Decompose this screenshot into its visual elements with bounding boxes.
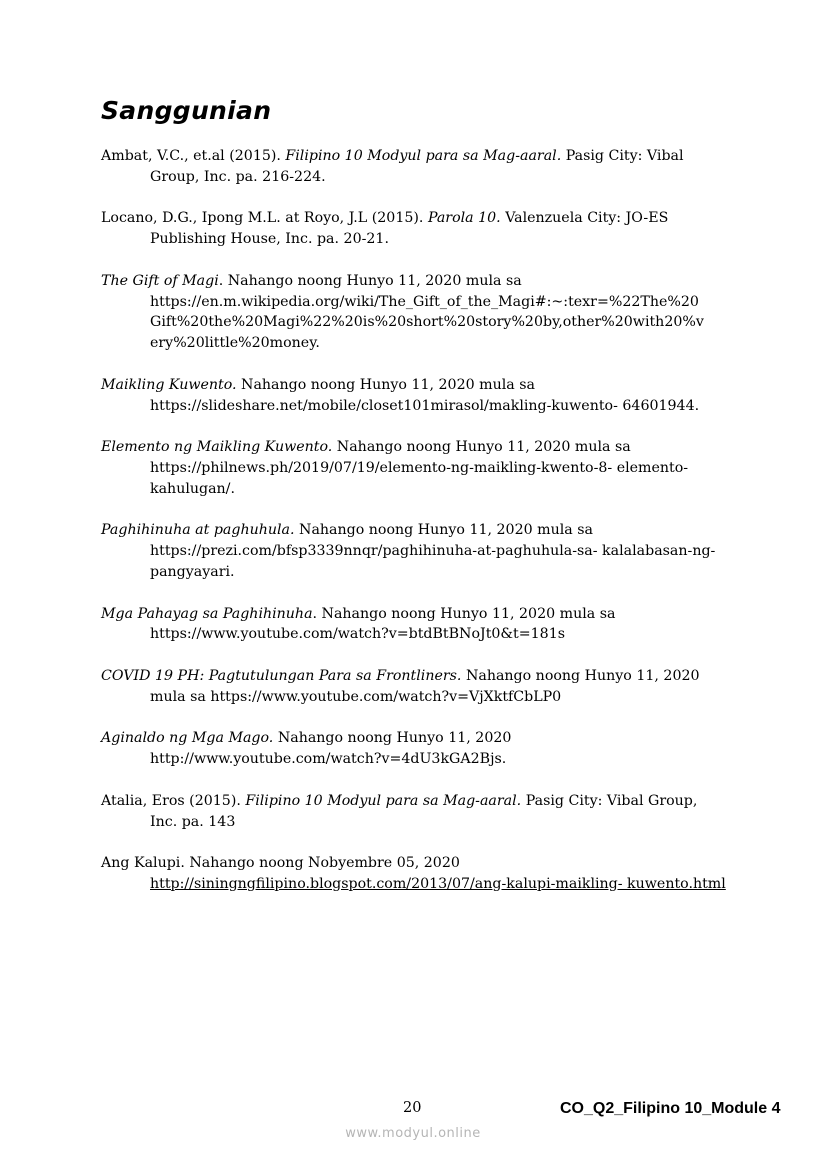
watermark: www.modyul.online bbox=[345, 1126, 481, 1141]
reference-item bbox=[101, 853, 729, 895]
reference-link[interactable]: http://siningngfilipino.blogspot.com/2013/07/ang-kalupi-maikling- kuwento.html bbox=[150, 875, 726, 892]
reference-title: Elemento ng Maikling Kuwento. bbox=[101, 439, 333, 456]
reference-item bbox=[101, 604, 729, 646]
reference-title: Aginaldo ng Mga Mago. bbox=[101, 730, 274, 747]
reference-post: Pasig City: Vibal Group, Inc. pa. 143 bbox=[150, 792, 698, 830]
reference-post: . Nahango noong Hunyo 11, 2020 mula sa https://en.m.wikipedia.org/wiki/The_Gift_of_the_Magi#:~:texr=%22The%20 Gift%20the%20Magi%22%20is%20short%20story%20by,other%20with20%v ery%20little%20money. bbox=[150, 272, 704, 352]
reference-post: Nahango noong Hunyo 11, 2020 mula sa https://slideshare.net/mobile/closet101mirasol/makling-kuwento- 64601944. bbox=[150, 376, 700, 414]
reference-post: Nahango noong Hunyo 11, 2020 mula sa https://www.youtube.com/watch?v=VjXktfCbLP0 bbox=[150, 667, 700, 705]
reference-pre: Ambat, V.C., et.al (2015). bbox=[101, 148, 286, 164]
reference-post: Nahango noong Hunyo 11, 2020 mula sa https://prezi.com/bfsp3339nnqr/paghihinuha-at-paghuhula-sa- kalalabasan-ng-pangyayari. bbox=[150, 522, 716, 580]
reference-pre: Atalia, Eros (2015). bbox=[101, 792, 246, 809]
reference-title: Filipino 10 Modyul para sa Mag-aaral. bbox=[285, 148, 562, 164]
reference-title: Maikling Kuwento. bbox=[101, 376, 237, 393]
reference-item bbox=[101, 520, 729, 582]
reference-item bbox=[101, 791, 729, 833]
reference-item bbox=[101, 728, 729, 770]
page-number: 20 bbox=[403, 1100, 422, 1116]
module-label: CO_Q2_Filipino 10_Module 4 bbox=[560, 1100, 781, 1117]
reference-post: Nahango noong Hunyo 11, 2020 mula sa https://philnews.ph/2019/07/19/elemento-ng-maikling-kwento-8- elemento-kahulugan/. bbox=[150, 439, 689, 497]
reference-title: Mga Pahayag sa Paghihinuha bbox=[101, 605, 313, 622]
reference-item bbox=[101, 271, 729, 354]
reference-post: . Nahango noong Hunyo 11, 2020 mula sa https://www.youtube.com/watch?v=btdBtBNoJt0&t=181s bbox=[150, 605, 616, 643]
reference-item bbox=[101, 146, 729, 188]
reference-item bbox=[101, 208, 729, 250]
reference-title: The Gift of Magi bbox=[101, 272, 219, 289]
reference-item bbox=[101, 437, 729, 499]
reference-title: COVID 19 PH: Pagtutulungan Para sa Frontliners. bbox=[101, 667, 462, 684]
reference-pre: Ang Kalupi. Nahango noong Nobyembre 05, 2020 bbox=[101, 855, 460, 872]
reference-item bbox=[101, 375, 729, 417]
reference-pre: Locano, D.G., Ipong M.L. at Royo, J.L (2015). bbox=[101, 210, 428, 227]
reference-post: Valenzuela City: JO-ES Publishing House, Inc. pa. 20-21. bbox=[150, 210, 669, 248]
reference-post: Nahango noong Hunyo 11, 2020 http://www.youtube.com/watch?v=4dU3kGA2Bjs. bbox=[150, 730, 512, 768]
reference-list bbox=[101, 146, 729, 915]
reference-title: Paghihinuha at paghuhula. bbox=[101, 522, 295, 539]
reference-title: Parola 10. bbox=[427, 210, 501, 227]
reference-post: Pasig City: Vibal Group, Inc. pa. 216-224. bbox=[150, 148, 684, 185]
page-title: Sanggunian bbox=[101, 96, 272, 125]
reference-item bbox=[101, 666, 729, 708]
reference-title: Filipino 10 Modyul para sa Mag-aaral. bbox=[245, 792, 522, 809]
